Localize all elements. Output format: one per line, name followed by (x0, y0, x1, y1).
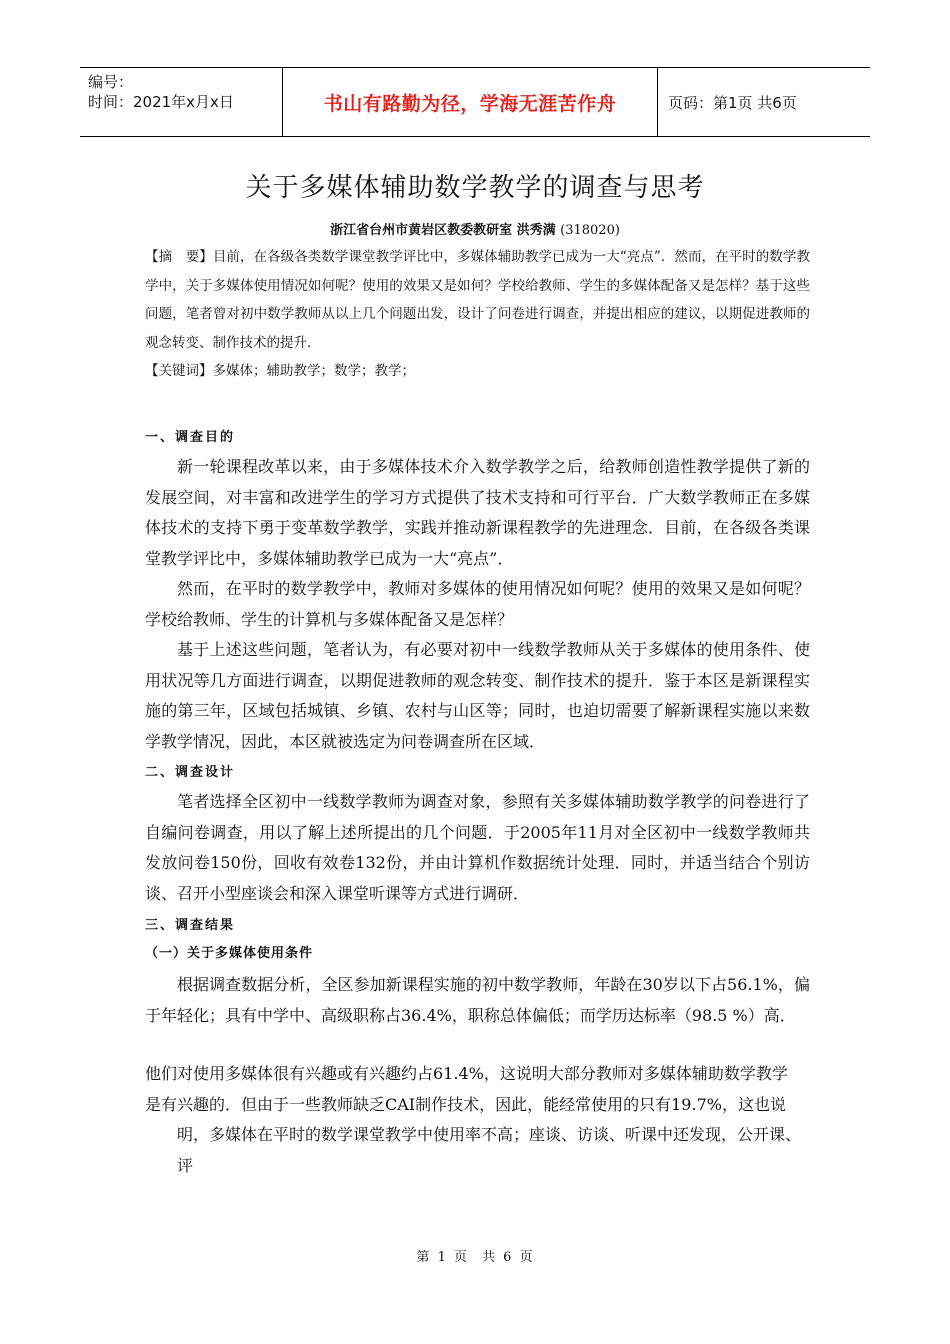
keywords-label: 【关键词】 (145, 363, 213, 379)
author-name: 浙江省台州市黄岩区教委教研室 洪秀满 (330, 223, 556, 238)
footer-prefix: 第 (416, 1250, 431, 1265)
section-1-heading: 一、调查目的 (145, 430, 236, 445)
page-footer (0, 1246, 950, 1265)
section-3-subheading-1: （一）关于多媒体使用条件 (145, 946, 314, 961)
section-3-paragraph-3: 是有兴趣的．但由于一些教师缺乏CAI制作技术，因此，能经常使用的只有19.7%，这也说明，多媒体在平时的数学课堂教学中使用率不高；座谈、访谈、听课中还发现，公开课、评 (145, 1094, 802, 1175)
document-title: 关于多媒体辅助数学教学的调查与思考 (245, 173, 705, 203)
footer-total-pages: 6 (503, 1250, 513, 1265)
time-label: 时间：2021年x月x日 (88, 93, 234, 111)
section-2 (145, 762, 810, 909)
section-2-paragraph-1: 笔者选择全区初中一线数学教师为调查对象，参照有关多媒体辅助数学教学的问卷进行了自编问卷调查，用以了解上述所提出的几个问题．于2005年11月对全区初中一线数学教师共发放问卷150份，回收有效卷132份，并由计算机作数据统计处理．同时，并适当结合个别访谈、召开小型座谈会和深入课堂听课等方式进行调研． (145, 792, 810, 903)
header-page-info: 页码：第1页 共6页 (668, 93, 797, 112)
header-table (80, 67, 870, 137)
section-3-continued (145, 1059, 815, 1181)
number-label: 编号： (88, 73, 134, 91)
footer-page-number: 1 (437, 1250, 447, 1265)
abstract-paragraph (145, 243, 810, 357)
section-3-paragraph-2: 他们对使用多媒体很有兴趣或有兴趣约占61.4%，这说明大部分教师对多媒体辅助数学教学 (145, 1064, 788, 1083)
section-3-paragraph-1: 根据调查数据分析，全区参加新课程实施的初中数学教师，年龄在30岁以下占56.1%，偏于年轻化；具有中学中、高级职称占36.4%，职称总体偏低；而学历达标率（98.5 %）高． (145, 975, 810, 1025)
section-3-heading: 三、调查结果 (145, 918, 236, 933)
author-line (0, 219, 950, 238)
abstract-label: 【摘 要】 (145, 249, 213, 265)
footer-suffix: 页 (519, 1250, 534, 1265)
abstract-text: 目前，在各级各类数学课堂教学评比中，多媒体辅助教学已成为一大“亮点”．然而，在平时的数学教学中，关于多媒体使用情况如何呢？使用的效果又是如何？学校给教师、学生的多媒体配备又是怎样？基于这些问题，笔者曾对初中数学教师从以上几个问题出发，设计了问卷进行调查，并提出相应的建议，以期促进教师的观念转变、制作技术的提升． (145, 249, 810, 351)
section-1-paragraph-3: 基于上述这些问题，笔者认为，有必要对初中一线数学教师从关于多媒体的使用条件、使用状况等几方面进行调查，以期促进教师的观念转变、制作技术的提升．鉴于本区是新课程实施的第三年，区域包括城镇、乡镇、农村与山区等；同时，也迫切需要了解新课程实施以来数学教学情况，因此，本区就被选定为问卷调查所在区域． (145, 640, 810, 751)
keywords-text: 多媒体；辅助教学；数学；教学； (212, 363, 415, 379)
header-motto: 书山有路勤为径，学海无涯苦作舟 (282, 68, 658, 136)
section-1-paragraph-2: 然而，在平时的数学教学中，教师对多媒体的使用情况如何呢？使用的效果又是如何呢？学校给教师、学生的计算机与多媒体配备又是怎样？ (145, 579, 810, 629)
section-2-heading: 二、调查设计 (145, 765, 236, 780)
section-3 (145, 915, 810, 1031)
keywords-paragraph (145, 357, 810, 386)
section-1 (145, 427, 810, 757)
author-postal-code: (318020) (560, 223, 620, 238)
section-1-paragraph-1: 新一轮课程改革以来，由于多媒体技术介入数学教学之后，给教师创造性教学提供了新的发展空间，对丰富和改进学生的学习方式提供了技术支持和可行平台．广大数学教师正在多媒体技术的支持下勇于变革数学教学，实践并推动新课程教学的先进理念．目前，在各级各类课堂教学评比中，多媒体辅助教学已成为一大“亮点”． (145, 457, 810, 568)
abstract-block (145, 243, 810, 386)
header-meta-cell (80, 68, 282, 136)
footer-middle: 页 共 (453, 1250, 496, 1265)
